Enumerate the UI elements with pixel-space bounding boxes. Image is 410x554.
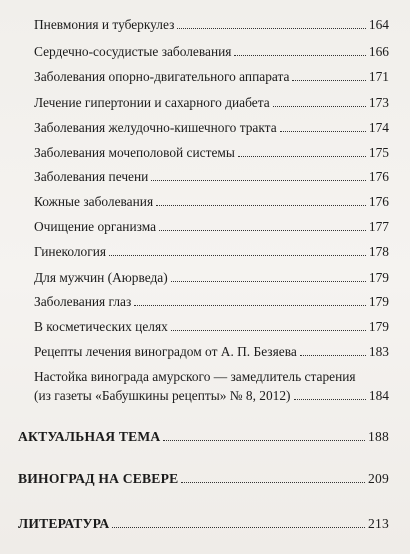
toc-leader-dots	[273, 106, 366, 107]
toc-entry-page: 179	[368, 294, 389, 309]
toc-leader-dots	[151, 180, 366, 181]
toc-leader-dots	[134, 305, 366, 306]
toc-section-title: ВИНОГРАД НА СЕВЕРЕ	[18, 471, 179, 486]
toc-section	[18, 429, 389, 445]
toc-entry-title: Заболевания мочеполовой системы	[34, 145, 235, 160]
toc-section-page: 213	[368, 516, 389, 531]
toc-entry	[34, 294, 389, 310]
toc-leader-dots	[177, 28, 366, 29]
toc-leader-dots	[171, 330, 366, 331]
toc-entry	[34, 145, 389, 161]
toc-entry-title: Кожные заболевания	[34, 194, 154, 209]
toc-entry	[34, 319, 389, 335]
toc-entry	[34, 120, 389, 136]
toc-entry-page: 183	[368, 344, 389, 359]
toc-leader-dots	[163, 440, 365, 441]
toc-entry-title: Для мужчин (Аюрведа)	[34, 270, 168, 285]
toc-entry-page: 175	[368, 145, 389, 160]
toc-entry-title-line2: (из газеты «Бабушкины рецепты» № 8, 2012)	[34, 388, 291, 403]
toc-entry-title: Пневмония и туберкулез	[34, 17, 175, 32]
toc-entry-title: Рецепты лечения виноградом от А. П. Безяева	[34, 344, 297, 359]
toc-section-page: 188	[368, 429, 389, 444]
toc-section	[18, 516, 389, 532]
toc-leader-dots	[159, 230, 366, 231]
toc-entry-page: 174	[368, 120, 389, 135]
toc-entry-page: 178	[368, 244, 389, 259]
toc-section-title: АКТУАЛЬНАЯ ТЕМА	[18, 429, 161, 444]
toc-entry	[34, 344, 389, 360]
toc-leader-dots	[300, 355, 366, 356]
toc-leader-dots	[292, 80, 365, 81]
toc-section-title: ЛИТЕРАТУРА	[18, 516, 110, 531]
toc-entry-page: 184	[368, 388, 389, 403]
toc-entry	[34, 219, 389, 235]
toc-entry	[34, 270, 389, 286]
toc-entry-page: 177	[368, 219, 389, 234]
toc-entry-title: В косметических целях	[34, 319, 168, 334]
toc-entry	[34, 17, 389, 33]
toc-leader-dots	[181, 482, 365, 483]
toc-entry-title: Лечение гипертонии и сахарного диабета	[34, 95, 270, 110]
toc-entry-page: 179	[368, 319, 389, 334]
toc-entry-page: 176	[368, 169, 389, 184]
toc-entry-page: 164	[368, 17, 389, 32]
toc-entry-page: 171	[368, 69, 389, 84]
toc-section-page: 209	[368, 471, 389, 486]
toc-entry-page: 179	[368, 270, 389, 285]
toc-entry	[34, 194, 389, 210]
toc-leader-dots	[109, 255, 366, 256]
toc-leader-dots	[234, 55, 365, 56]
toc-entry-page: 176	[368, 194, 389, 209]
toc-entry-title: Заболевания опорно-двигательного аппарата	[34, 69, 290, 84]
toc-section	[18, 471, 389, 487]
toc-entry	[34, 169, 389, 185]
toc-entry-page: 173	[368, 95, 389, 110]
toc-entry-multiline	[34, 367, 389, 405]
toc-entry-title: Сердечно-сосудистые заболевания	[34, 44, 232, 59]
toc-entry-title: Очищение организма	[34, 219, 157, 234]
toc-entry-title: Заболевания желудочно-кишечного тракта	[34, 120, 277, 135]
toc-entry-title: Заболевания печени	[34, 169, 149, 184]
toc-entry-title-line1: Настойка винограда амурского — замедлитель старения	[34, 369, 356, 384]
toc-entry	[34, 95, 389, 111]
toc-leader-dots	[156, 205, 366, 206]
toc-entry	[34, 44, 389, 60]
toc-leader-dots	[238, 156, 366, 157]
toc-entry-title: Заболевания глаз	[34, 294, 132, 309]
toc-entry-page: 166	[368, 44, 389, 59]
toc-entry	[34, 69, 389, 85]
toc-leader-dots	[171, 281, 366, 282]
toc-entry	[34, 244, 389, 260]
toc-entry-title: Гинекология	[34, 244, 107, 259]
toc-leader-dots	[280, 131, 366, 132]
toc-leader-dots	[112, 527, 365, 528]
toc-leader-dots	[294, 399, 366, 400]
